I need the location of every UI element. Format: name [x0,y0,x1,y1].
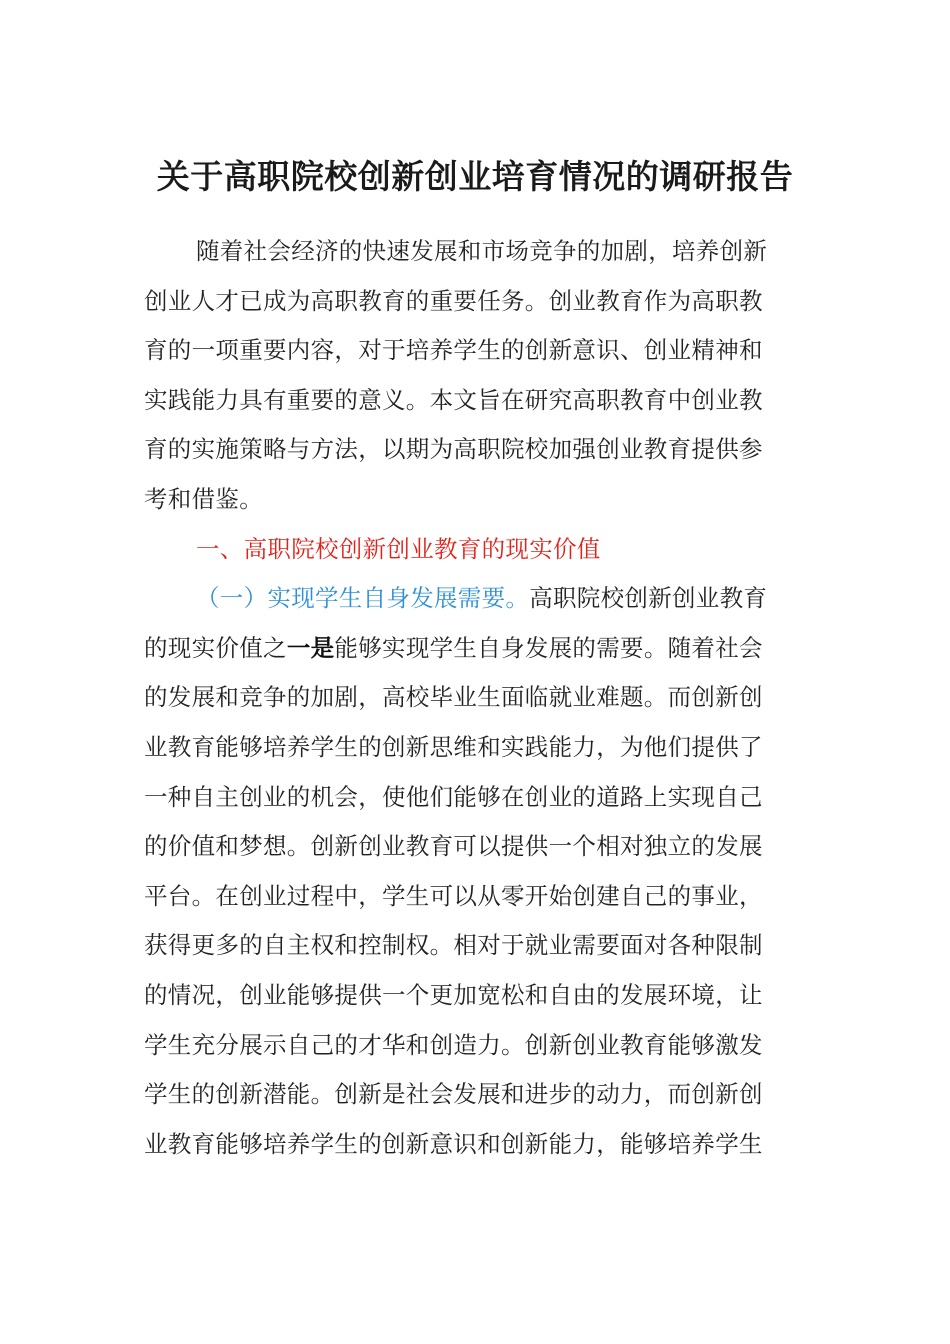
paragraph-line: 考和借鉴。 [144,484,263,513]
paragraph-line: 的发展和竞争的加剧，高校毕业生面临就业难题。而创新创 [144,683,763,712]
document-title: 关于高职院校创新创业培育情况的调研报告 [156,157,794,196]
paragraph-line: 一种自主创业的机会，使他们能够在创业的道路上实现自己 [144,782,763,811]
paragraph-line: 育的一项重要内容，对于培养学生的创新意识、创业精神和 [144,336,763,365]
paragraph-line: 的价值和梦想。创新创业教育可以提供一个相对独立的发展 [144,832,763,861]
paragraph-line: 获得更多的自主权和控制权。相对于就业需要面对各种限制 [144,931,763,960]
paragraph-line: 业教育能够培养学生的创新思维和实践能力，为他们提供了 [144,732,763,761]
bold-emphasis: 一是 [286,633,335,662]
paragraph-line: 业教育能够培养学生的创新意识和创新能力，能够培养学生 [144,1129,763,1158]
paragraph-text: 的现实价值之 [144,633,287,662]
paragraph-line: 实践能力具有重要的意义。本文旨在研究高职教育中创业教 [144,385,763,414]
paragraph-text: 能够实现学生自身发展的需要。随着社会 [334,633,763,662]
document-body [144,227,794,1169]
paragraph-line: 创业人才已成为高职教育的重要任务。创业教育作为高职教 [144,286,763,315]
paragraph-line: 育的实施策略与方法，以期为高职院校加强创业教育提供参 [144,435,763,464]
subsection-heading: （一）实现学生自身发展需要。 [196,584,530,613]
paragraph-line: 随着社会经济的快速发展和市场竞争的加剧，培养创新 [196,237,768,265]
paragraph-line: 学生充分展示自己的才华和创造力。创新创业教育能够激发 [144,1030,763,1059]
paragraph-line: 学生的创新潜能。创新是社会发展和进步的动力，而创新创 [144,1080,763,1109]
paragraph-line: 平台。在创业过程中，学生可以从零开始创建自己的事业， [144,881,763,910]
paragraph-line [144,624,794,674]
section-heading: 一、高职院校创新创业教育的现实价值 [196,534,601,563]
paragraph-line: 的情况，创业能够提供一个更加宽松和自由的发展环境，让 [144,980,763,1009]
paragraph-text: 高职院校创新创业教育 [529,584,768,613]
subsection-first-line [144,574,794,624]
